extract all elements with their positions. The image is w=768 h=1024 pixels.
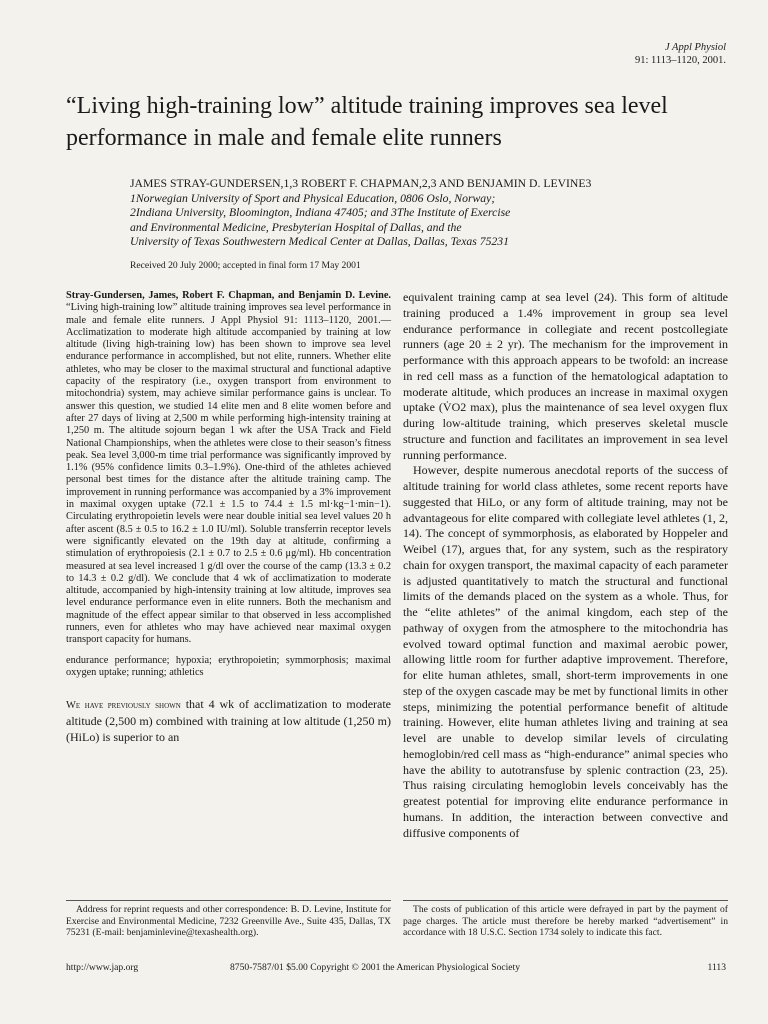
- author-names: JAMES STRAY-GUNDERSEN,1,3 ROBERT F. CHAPMAN,2,3 AND BENJAMIN D. LEVINE3: [130, 177, 592, 190]
- intro-lead-smallcaps: We have previously shown: [66, 700, 181, 712]
- author-block: [130, 177, 591, 250]
- footnote-page-charges: The costs of publication of this article were defrayed in part by the payment of page charges. The article must therefore be hereby marked “advertisement” in accordance with 18 U.S.C. Section 1734 solely to indicate this fact.: [403, 904, 728, 939]
- journal-volume-pages: 91: 1113–1120, 2001.: [635, 55, 726, 66]
- affiliation-3: and Environmental Medicine, Presbyterian Hospital of Dallas, and the: [130, 220, 462, 234]
- journal-name: J Appl Physiol: [664, 42, 726, 53]
- article-title: “Living high-training low” altitude training improves sea level performance in male and female elite runners: [66, 93, 668, 151]
- left-column: [66, 290, 391, 745]
- page-number: 1113: [707, 962, 726, 973]
- body-paragraph-1: equivalent training camp at sea level (24). This form of altitude training produced a 1.4% improvement in group sea level endurance performance in collegiate and recent postcollegiate runners (age 20 ± 2 yr). The mechanism for the improvement in performance with this approach appears to be twofold: an increase in red cell mass as a function of the hematological adaptation to moderate altitude, which produces an increase in maximal oxygen uptake (V̇O2 max), plus the maintenance of sea level oxygen flux during low-altitude training, which preserves skeletal muscle structure and function and facilitates an improvement in sea level running performance.: [403, 290, 728, 462]
- body-paragraph-2: However, despite numerous anecdotal reports of the success of altitude training for world class athletes, some recent reports have suggested that HiLo, or any form of altitude training, may not be advantageous for elite compared with collegiate level athletes (1, 2, 14). The concept of symmorphosis, as elaborated by Hoppeler and Weibel (17), argues that, for any system, such as the respiratory chain for oxygen transport, the maximal capacity of each parameter is adjusted quantitatively to match the structural and functional limits of the demands placed on the system as a whole. Thus, for the “elite athletes” of the animal kingdom, each step of the pathway of oxygen from the atmosphere to the mitochondria has evolved toward optimal function and maximal aerobic power, allowing little room for further adaptive improvement. Therefore, for elite human athletes, small, short-term improvements in one step of the oxygen cascade may be met by functional limits in other steps, minimizing the potential performance benefit of altitude training. However, elite human athletes living and training at sea level are unable to develop similar levels of circulating hemoglobin/red cell mass as “high-endurance” animal species who have the ability to autotransfuse by splenic contraction (23, 25). Thus raising circulating hemoglobin levels conceivably has the greatest potential for improving elite endurance performance in humans. In addition, the interaction between convective and diffusive components of: [403, 463, 728, 840]
- intro-text: that 4 wk of acclimatization to moderate altitude (2,500 m) combined with training at low altitude (1,250 m) (HiLo) is superior to an: [66, 697, 391, 744]
- footnote-rule-left: [66, 900, 391, 901]
- abstract-body: “Living high-training low” altitude training improves sea level performance in male and female elite runners. J Appl Physiol 91: 1113–1120, 2001.—Acclimatization to moderate high altitude accompanied by training at low altitude (living high-training low) has been shown to improve sea level endurance performance in accomplished, but not elite, runners. Whether elite athletes, who may be closer to the maximal structural and functional adaptive capacity of the respiratory (i.e., oxygen transport from environment to mitochondria) system, may achieve similar performance gains is unclear. To answer this question, we studied 14 elite men and 8 elite women before and after 27 days of living at 2,500 m while performing high-intensity training at 1,250 m. The altitude sojourn began 1 wk after the USA Track and Field National Championships, when the athletes were close to their season’s fitness peak. Sea level 3,000-m time trial performance was significantly improved by 1.1% (95% confidence limits 0.3–1.9%). One-third of the athletes achieved personal best times for the distance after the altitude training camp. The improvement in running performance was accompanied by a 3% improvement in maximal oxygen uptake (72.1 ± 1.5 to 74.4 ± 1.5 ml·kg−1·min−1). Circulating erythropoietin levels were near double initial sea level values 20 h after ascent (8.5 ± 0.5 to 16.2 ± 1.0 IU/ml). Soluble transferrin receptor levels were significantly elevated on the 19th day at altitude, confirming a stimulation of erythropoiesis (2.1 ± 0.7 to 2.5 ± 0.6 μg/ml). Hb concentration measured at sea level increased 1 g/dl over the course of the camp (13.3 ± 0.2 to 14.3 ± 0.2 g/dl). We conclude that 4 wk of acclimatization to moderate altitude, accompanied by high-intensity training at low altitude, improves sea level endurance performance even in elite runners. Both the mechanism and magnitude of the effect appear similar to that observed in less accomplished runners, even for athletes who may have achieved near maximal oxygen transport capacity for humans.: [66, 302, 391, 646]
- footnote-address: Address for reprint requests and other correspondence: B. D. Levine, Institute for Exercise and Environmental Medicine, 7232 Greenville Ave., Suite 435, Dallas, TX 75231 (E-mail: benjaminlevine@texashealth.org).: [66, 904, 391, 939]
- affiliation-1: 1Norwegian University of Sport and Physical Education, 0806 Oslo, Norway;: [130, 191, 496, 205]
- footnote-rule-right: [403, 900, 728, 901]
- received-dates: Received 20 July 2000; accepted in final form 17 May 2001: [130, 260, 361, 271]
- journal-citation: [635, 41, 726, 67]
- footer-url[interactable]: http://www.jap.org: [66, 962, 139, 973]
- affiliation-2: 2Indiana University, Bloomington, Indiana 47405; and 3The Institute of Exercise: [130, 206, 511, 219]
- keywords: endurance performance; hypoxia; erythropoietin; symmorphosis; maximal oxygen uptake; running; athletics: [66, 654, 391, 678]
- affiliation-4: University of Texas Southwestern Medical Center at Dallas, Dallas, Texas 75231: [130, 235, 509, 248]
- intro-paragraph: [66, 697, 391, 745]
- abstract: [66, 290, 391, 647]
- right-column: [403, 290, 728, 841]
- abstract-citation-lead: Stray-Gundersen, James, Robert F. Chapman, and Benjamin D. Levine.: [66, 290, 391, 301]
- footer-copyright: 8750-7587/01 $5.00 Copyright © 2001 the American Physiological Society: [230, 962, 521, 973]
